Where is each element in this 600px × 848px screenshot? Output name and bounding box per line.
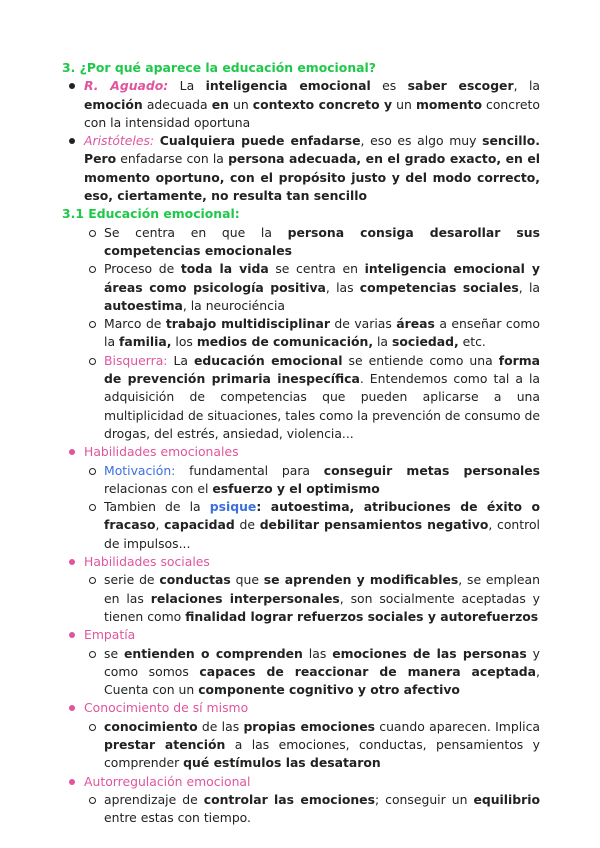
bold-text: conseguir metas personales	[323, 462, 540, 478]
education-item	[62, 315, 540, 352]
bold-text: controlar las emociones	[203, 791, 375, 807]
author-aguado: R. Aguado:	[84, 78, 169, 94]
bold-text: propias emociones	[243, 718, 375, 734]
topic-item	[62, 498, 540, 553]
text: un	[228, 96, 253, 112]
habilidades-sociales-list	[62, 571, 540, 626]
text: y como somos	[104, 645, 541, 679]
bold-text: entienden o comprenden	[124, 645, 303, 661]
topic-habilidades-emocionales	[62, 443, 540, 461]
text: enfadarse con la	[116, 151, 229, 167]
text: las	[302, 645, 333, 661]
bold-text: Cualquiera puede enfadarse	[159, 133, 361, 149]
conocimiento-list	[62, 718, 540, 773]
text: , la	[513, 78, 540, 94]
bold-text: emoción	[84, 96, 143, 112]
topic-item	[62, 571, 540, 626]
bold-text: contexto concreto y	[252, 96, 393, 112]
bold-text: inteligencia emocional	[205, 78, 371, 94]
text: , son socialmente aceptadas y tienen como	[104, 590, 540, 624]
text: de	[234, 517, 260, 533]
bold-text: áreas	[396, 316, 435, 332]
text: Tambien de la	[104, 499, 210, 515]
text: , la neurociéncia	[182, 297, 286, 313]
text: ,	[155, 517, 165, 533]
label-motivacion: Motivación:	[104, 462, 176, 478]
bold-text: finalidad lograr refuerzos sociales y autorefuerzos	[185, 608, 539, 624]
topic-item	[62, 645, 540, 700]
topic-item	[62, 791, 540, 828]
topic-title: Habilidades sociales	[84, 554, 210, 570]
bold-text: inteligencia emocional y áreas como psicología positiva	[104, 261, 540, 295]
text: fundamental para	[175, 462, 324, 478]
topic-autorregulacion	[62, 773, 540, 791]
text: , control de impulsos...	[104, 517, 540, 551]
bold-text: persona adecuada, en el grado exacto, en el momento oportuno, con el propósito justo y del modo correcto, eso, ciertamente, no resulta tan sencillo	[84, 151, 541, 204]
text: , se emplean en las	[104, 572, 540, 606]
topic-title: Autorregulación emocional	[84, 773, 251, 789]
education-item	[62, 352, 540, 443]
bold-text: sencillo. Pero	[84, 133, 540, 167]
text: La	[167, 352, 195, 368]
topics-list	[62, 773, 540, 791]
bold-text: en	[211, 96, 229, 112]
text: etc.	[458, 334, 486, 350]
text: ; conseguir un	[374, 791, 474, 807]
bold-text: se aprenden y modificables	[263, 572, 459, 588]
bold-text: saber escoger	[407, 78, 514, 94]
bold-text: momento	[415, 96, 482, 112]
text: , la	[518, 279, 540, 295]
education-item	[62, 224, 540, 261]
bold-text: capacidad	[164, 517, 235, 533]
text: que	[230, 572, 264, 588]
quote-aristoteles	[62, 132, 540, 205]
text: cuando aparecen. Implica	[374, 718, 540, 734]
text: , Cuenta con un	[104, 663, 540, 698]
bold-text: capaces de reaccionar de manera aceptada	[199, 663, 537, 679]
text: , las	[325, 279, 360, 295]
bold-text: medios de comunicación,	[196, 334, 374, 350]
topics-list	[62, 443, 540, 461]
bold-text: conocimiento	[104, 718, 198, 734]
text: Marco de	[104, 316, 166, 332]
text: Se centra en que la	[104, 224, 288, 240]
label-psique: psique	[209, 499, 257, 515]
text: relacionas con el	[104, 480, 213, 496]
text: se entiende como una	[342, 352, 499, 368]
notes-content	[62, 59, 540, 827]
bold-text: esfuerzo y el optimismo	[212, 480, 380, 496]
bold-text: familia,	[118, 334, 172, 350]
autorregulacion-list	[62, 791, 540, 828]
topic-empatia	[62, 626, 540, 644]
topic-title: Conocimiento de sí mismo	[84, 700, 249, 716]
text: un	[392, 96, 416, 112]
bold-text: competencias sociales	[359, 279, 519, 295]
topic-habilidades-sociales	[62, 553, 540, 571]
bold-text: prestar atención	[104, 736, 226, 752]
text: a las emociones, conductas, pensamientos y comprender	[104, 736, 540, 771]
topics-list	[62, 553, 540, 571]
text: aprendizaje de	[104, 791, 204, 807]
topics-list	[62, 699, 540, 717]
topic-item	[62, 462, 540, 499]
author-bisquerra: Bisquerra:	[104, 352, 168, 368]
education-item	[62, 260, 540, 315]
bold-text: sociedad,	[391, 334, 459, 350]
text: La	[168, 78, 206, 94]
bold-text: equilibrio	[473, 791, 541, 807]
bold-text: emociones de las personas	[332, 645, 527, 661]
topic-item	[62, 718, 540, 773]
topic-title: Habilidades emocionales	[84, 444, 239, 460]
topic-title: Empatía	[84, 627, 136, 643]
bold-text: debilitar pensamientos negativo	[259, 517, 489, 533]
text: adecuada	[142, 96, 212, 112]
quotes-list	[62, 77, 540, 205]
section-heading-3-1: 3.1 Educación emocional:	[62, 206, 240, 222]
text: los	[171, 334, 197, 350]
bold-text: educación emocional	[194, 352, 343, 368]
bold-text: qué estímulos las desataron	[183, 755, 381, 771]
bold-text: forma de prevención primaria inespecífica	[104, 352, 541, 387]
topic-conocimiento	[62, 699, 540, 717]
text: a enseñar como la	[104, 316, 540, 350]
author-aristoteles: Aristóteles:	[84, 133, 155, 149]
text: entre estas con tiempo.	[104, 810, 251, 826]
bold-text: trabajo multidisciplinar	[165, 316, 330, 332]
text: de varias	[329, 316, 397, 332]
education-list	[62, 224, 540, 444]
text: , eso es algo muy	[360, 133, 483, 149]
text: se centra en	[268, 261, 365, 277]
text: serie de	[104, 572, 160, 588]
quote-aguado	[62, 77, 540, 132]
bold-text: componente cognitivo y otro afectivo	[198, 682, 460, 698]
bold-text: : autoestima, atribuciones de éxito o fracaso	[104, 499, 540, 533]
bold-text: toda la vida	[180, 261, 269, 277]
bold-text: relaciones interpersonales	[150, 590, 340, 606]
empatia-list	[62, 645, 540, 700]
topics-list	[62, 626, 540, 644]
text: concreto con la intensidad oportuna	[84, 96, 540, 130]
habilidades-emocionales-list	[62, 462, 540, 553]
text: la	[373, 334, 392, 350]
bold-text: autoestima	[104, 297, 183, 313]
text: Proceso de	[104, 261, 181, 277]
bold-text: conductas	[159, 572, 231, 588]
text: se	[104, 645, 124, 661]
text: . Entendemos como tal a la adquisición de competencias que pueden aplicarse a una multiplicidad de situaciones, tales como la prevención de consumo de drogas, del estrés, ansiedad, violencia...	[104, 371, 540, 441]
section-heading-3: 3. ¿Por qué aparece la educación emocional?	[62, 60, 376, 75]
text: es	[370, 78, 408, 94]
bold-text: persona consiga desarollar sus competencias emocionales	[104, 224, 540, 258]
text: de las	[197, 718, 244, 734]
